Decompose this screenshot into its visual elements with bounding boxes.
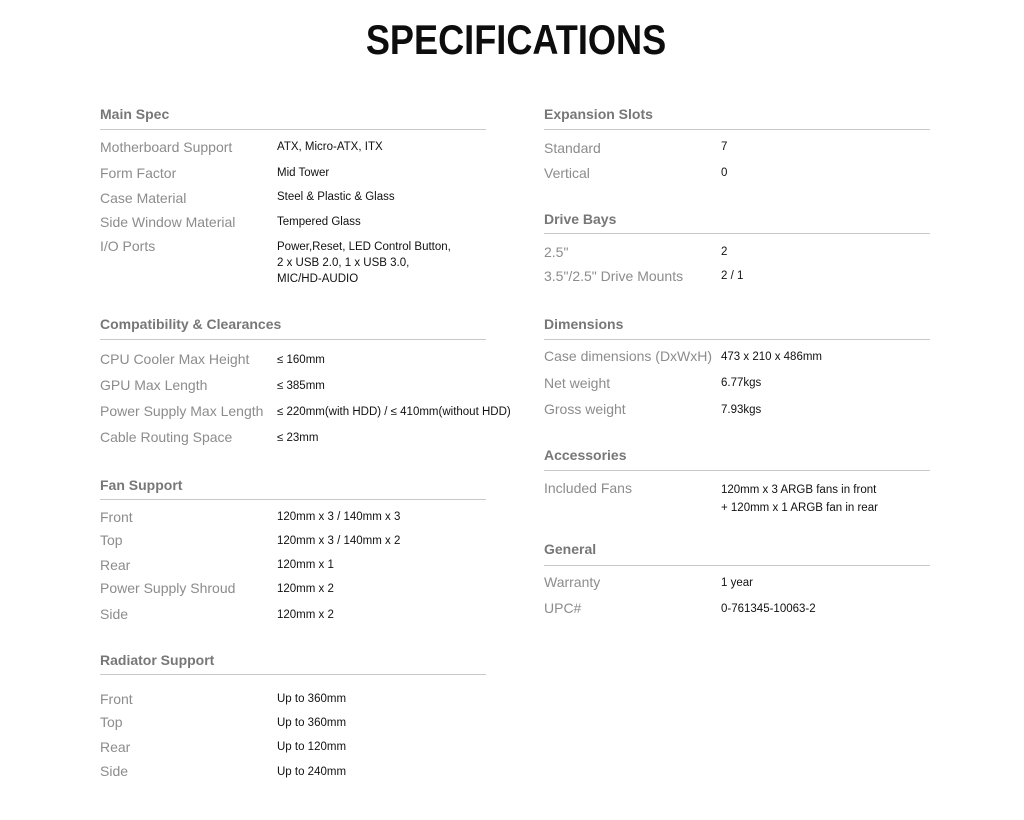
spec-value: 6.77kgs <box>721 377 762 389</box>
spec-label: Case Material <box>100 190 187 206</box>
section-heading-drive-bays: Drive Bays <box>544 211 617 227</box>
spec-label: 2.5" <box>544 244 569 260</box>
section-divider <box>100 499 486 500</box>
section-divider <box>544 470 930 471</box>
spec-label: GPU Max Length <box>100 377 208 393</box>
spec-label: Warranty <box>544 574 601 590</box>
spec-value: Up to 360mm <box>277 717 347 729</box>
spec-value: ≤ 220mm(with HDD) / ≤ 410mm(without HDD) <box>277 406 511 418</box>
spec-label: UPC# <box>544 600 582 616</box>
spec-label: Net weight <box>544 375 611 391</box>
spec-label: Form Factor <box>100 165 177 181</box>
section-heading-expansion-slots: Expansion Slots <box>544 106 653 122</box>
spec-label: Front <box>100 509 133 525</box>
spec-label: Top <box>100 532 123 548</box>
section-heading-compatibility: Compatibility & Clearances <box>100 316 282 332</box>
spec-label: Included Fans <box>544 480 632 496</box>
spec-value: 0-761345-10063-2 <box>721 603 816 615</box>
spec-label: Cable Routing Space <box>100 429 233 445</box>
spec-value: Up to 120mm <box>277 741 347 753</box>
spec-value: 1 year <box>721 577 753 589</box>
spec-label: CPU Cooler Max Height <box>100 351 250 367</box>
spec-label: Side <box>100 763 129 779</box>
spec-label: Standard <box>544 140 601 156</box>
spec-value: Mid Tower <box>277 167 330 179</box>
section-divider <box>544 129 930 130</box>
section-heading-dimensions: Dimensions <box>544 316 624 332</box>
spec-label: Gross weight <box>544 401 626 417</box>
spec-value: 7 <box>721 141 728 153</box>
spec-label: Case dimensions (DxWxH) <box>544 348 713 364</box>
spec-label: Side Window Material <box>100 214 236 230</box>
spec-label: Front <box>100 691 133 707</box>
section-heading-radiator-support: Radiator Support <box>100 652 215 668</box>
spec-label: Power Supply Shroud <box>100 580 236 596</box>
section-heading-main-spec: Main Spec <box>100 106 170 122</box>
spec-value: Power,Reset, LED Control Button, 2 x USB 2.0, 1 x USB 3.0, MIC/HD-AUDIO <box>277 241 451 285</box>
section-divider <box>100 129 486 130</box>
spec-value: 120mm x 3 / 140mm x 3 <box>277 511 401 523</box>
spec-label: Rear <box>100 557 131 573</box>
spec-value: Tempered Glass <box>277 216 361 228</box>
spec-label: Top <box>100 714 123 730</box>
spec-value: ≤ 23mm <box>277 432 319 444</box>
spec-value: 2 <box>721 246 728 258</box>
section-divider <box>100 674 486 675</box>
spec-value: 120mm x 2 <box>277 583 334 595</box>
spec-label: Vertical <box>544 165 590 181</box>
section-heading-general: General <box>544 541 597 557</box>
spec-value: 7.93kgs <box>721 404 762 416</box>
spec-value: 120mm x 3 ARGB fans in front + 120mm x 1 ARGB fan in rear <box>721 484 878 514</box>
spec-value: Steel & Plastic & Glass <box>277 191 395 203</box>
spec-value: ATX, Micro-ATX, ITX <box>277 141 383 153</box>
spec-value: 2 / 1 <box>721 270 744 282</box>
section-divider <box>544 565 930 566</box>
spec-value: Up to 360mm <box>277 693 347 705</box>
spec-value: 120mm x 1 <box>277 559 334 571</box>
spec-value: 120mm x 3 / 140mm x 2 <box>277 535 401 547</box>
section-heading-accessories: Accessories <box>544 447 627 463</box>
section-divider <box>544 339 930 340</box>
spec-value: 120mm x 2 <box>277 609 334 621</box>
spec-label: 3.5"/2.5" Drive Mounts <box>544 268 684 284</box>
spec-label: Motherboard Support <box>100 139 233 155</box>
spec-value: Up to 240mm <box>277 766 347 778</box>
section-heading-fan-support: Fan Support <box>100 477 183 493</box>
spec-value: ≤ 385mm <box>277 380 325 392</box>
section-divider <box>100 339 486 340</box>
spec-value: 0 <box>721 167 728 179</box>
spec-label: Rear <box>100 739 131 755</box>
spec-value: ≤ 160mm <box>277 354 325 366</box>
page-title: SPECIFICATIONS <box>365 16 667 63</box>
spec-label: I/O Ports <box>100 238 156 254</box>
spec-value: 473 x 210 x 486mm <box>721 351 823 363</box>
spec-label: Power Supply Max Length <box>100 403 264 419</box>
spec-label: Side <box>100 606 129 622</box>
section-divider <box>544 233 930 234</box>
